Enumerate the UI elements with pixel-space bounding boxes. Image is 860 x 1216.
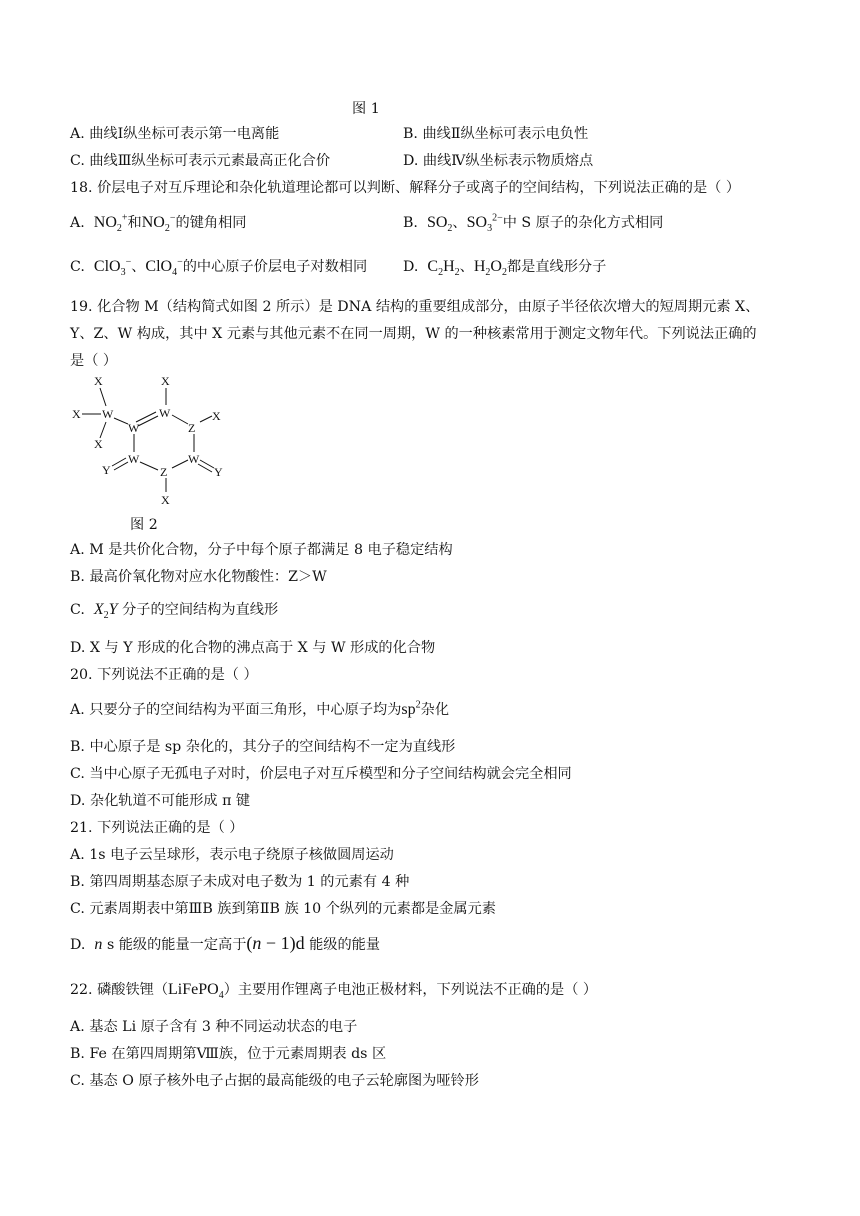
q21-option-c: C. 元素周期表中第ⅢB 族到第ⅡB 族 10 个纵列的元素都是金属元素 (70, 901, 496, 917)
q22-stem: 22. 磷酸铁锂（LiFePO$_4$）主要用作锂离子电池正极材料，下列说法不正确的是（ ） (70, 981, 598, 1002)
figure-1-caption: 图 1 (352, 101, 380, 117)
q17-option-c: C. 曲线Ⅲ纵坐标可表示元素最高正化合价 (70, 153, 331, 169)
q22-option-b: B. Fe 在第四周期第Ⅷ族，位于元素周期表 ds 区 (70, 1046, 387, 1062)
atom-x-3: X (94, 437, 103, 451)
q19-option-b: B. 最高价氧化物对应水化物酸性：Z＞W (70, 569, 327, 585)
q17-option-b: B. 曲线Ⅱ纵坐标可表示电负性 (403, 126, 589, 142)
atom-w-5: W (188, 452, 200, 466)
q20-option-c: C. 当中心原子无孤电子对时，价层电子对互斥模型和分子空间结构就会完全相同 (70, 766, 572, 782)
q21-option-a: A. 1s 电子云呈球形，表示电子绕原子核做圆周运动 (70, 847, 394, 863)
q19-option-a: A. M 是共价化合物，分子中每个原子都满足 8 电子稳定结构 (70, 542, 453, 558)
figure-2-caption: 图 2 (130, 517, 158, 533)
atom-x-6: X (161, 493, 170, 507)
atom-z-1: Z (188, 421, 196, 435)
atom-w-2: W (128, 421, 140, 435)
q19-stem-line3: 是（ ） (70, 353, 118, 369)
q19-option-d: D. X 与 Y 形成的化合物的沸点高于 X 与 W 形成的化合物 (70, 640, 436, 656)
q18-option-c: C. ClO$_3$−、ClO$_4$−的中心原子价层电子对数相同 (70, 256, 368, 279)
q17-option-a: A. 曲线Ⅰ纵坐标可表示第一电离能 (70, 126, 280, 142)
atom-y-1: Y (102, 463, 111, 477)
q18-option-d: D. $C_2H_2$、$H_2O_2$都是直线形分子 (403, 258, 607, 279)
q20-option-b: B. 中心原子是 sp 杂化的，其分子的空间结构不一定为直线形 (70, 739, 456, 755)
atom-x-5: X (212, 409, 221, 423)
q18-option-a: A. $NO_2^+$和$NO_2^-$的键角相同 (70, 212, 247, 235)
figure-2-structure (66, 372, 246, 512)
q19-stem-line1: 19. 化合物 M（结构简式如图 2 所示）是 DNA 结构的重要组成部分，由原子半径依次增大的短周期元素 X、 (70, 299, 760, 315)
atom-z-2: Z (160, 465, 168, 479)
q18-stem: 18. 价层电子对互斥理论和杂化轨道理论都可以判断、解释分子或离子的空间结构，下列说法正确的是（ ） (70, 180, 741, 196)
q21-stem: 21. 下列说法正确的是（ ） (70, 820, 244, 836)
atom-x-2: X (72, 407, 81, 421)
q21-option-d: D. n s 能级的能量一定高于(n − 1)d 能级的能量 (70, 933, 381, 953)
q19-stem-line2: Y、Z、W 构成，其中 X 元素与其他元素不在同一周期，W 的一种核素常用于测定文物年代。下列说法正确的 (70, 326, 757, 342)
atom-y-2: Y (214, 465, 223, 479)
atom-w-3: W (159, 406, 171, 420)
q19-option-c: C. $X_2Y$ 分子的空间结构为直线形 (70, 601, 279, 622)
q22-option-a: A. 基态 Li 原子含有 3 种不同运动状态的电子 (70, 1019, 358, 1035)
q20-option-a: A. 只要分子的空间结构为平面三角形，中心原子均为$sp^2$杂化 (70, 699, 450, 718)
q18-option-b: B. $SO_2$、$SO_3^{2-}$中 S 原子的杂化方式相同 (403, 212, 664, 235)
q22-option-c: C. 基态 O 原子核外电子占据的最高能级的电子云轮廓图为哑铃形 (70, 1073, 479, 1089)
atom-x-1: X (94, 374, 103, 388)
atom-w-1: W (102, 407, 114, 421)
q17-option-d: D. 曲线Ⅳ纵坐标表示物质熔点 (403, 153, 594, 169)
q20-stem: 20. 下列说法不正确的是（ ） (70, 667, 258, 683)
q20-option-d: D. 杂化轨道不可能形成 π 键 (70, 793, 251, 809)
q21-option-b: B. 第四周期基态原子未成对电子数为 1 的元素有 4 种 (70, 874, 410, 890)
atom-x-4: X (161, 374, 170, 388)
atom-w-4: W (128, 452, 140, 466)
